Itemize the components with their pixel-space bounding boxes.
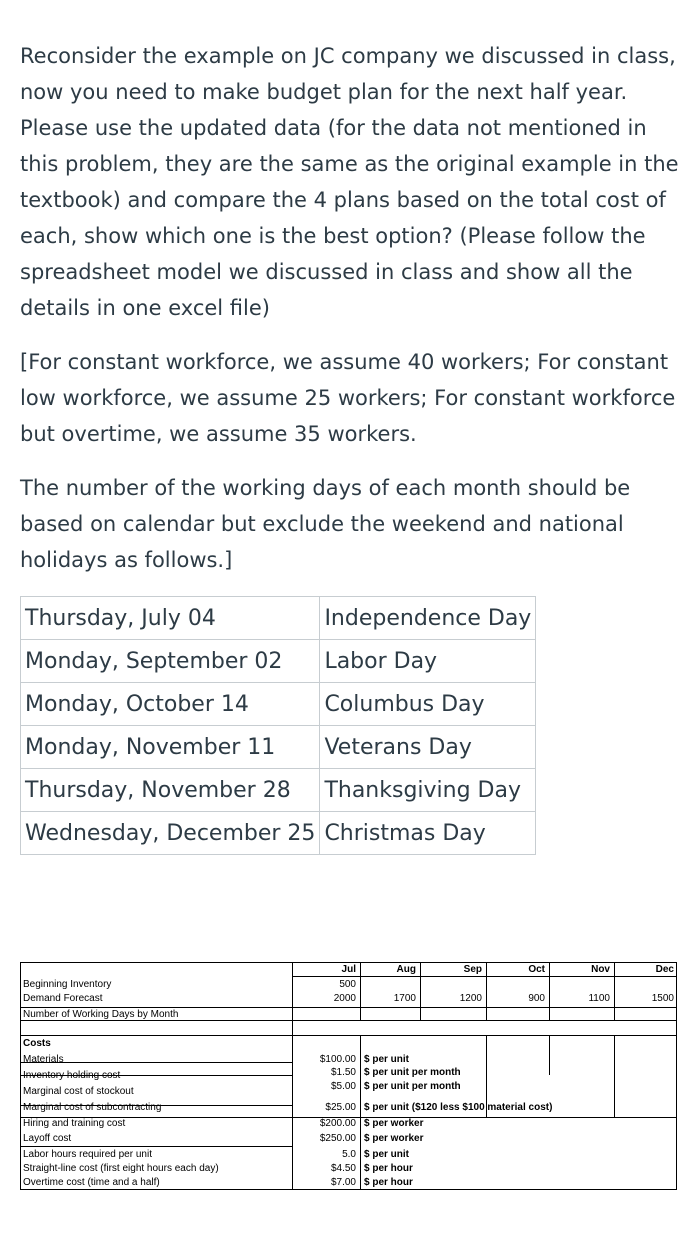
holiday-date: Monday, September 02 xyxy=(21,640,320,683)
demand-value: 1200 xyxy=(459,993,482,1004)
holiday-row xyxy=(21,683,536,726)
month-header: Sep xyxy=(463,964,482,975)
cost-unit: $ per unit xyxy=(364,1149,410,1160)
holiday-name: Veterans Day xyxy=(320,726,536,769)
cost-label: Layoff cost xyxy=(23,1133,72,1144)
working-days-label: Number of Working Days by Month xyxy=(23,1009,179,1020)
cost-label: Inventory holding cost xyxy=(23,1070,121,1081)
holiday-date: Monday, November 11 xyxy=(21,726,320,769)
holiday-row xyxy=(21,640,536,683)
cost-value: $5.00 xyxy=(330,1081,356,1092)
holiday-name: Columbus Day xyxy=(320,683,536,726)
holiday-table xyxy=(20,596,536,855)
cost-unit: $ per worker xyxy=(364,1133,424,1144)
grid-line xyxy=(20,1146,292,1147)
holiday-name: Independence Day xyxy=(320,597,536,640)
cost-value: $1.50 xyxy=(330,1067,356,1078)
grid-line xyxy=(549,1035,550,1075)
cost-value: $25.00 xyxy=(325,1102,356,1113)
month-header: Aug xyxy=(396,964,416,975)
cost-label: Straight-line cost (first eight hours each day) xyxy=(23,1163,219,1174)
demand-value: 1500 xyxy=(651,993,674,1004)
demand-value: 2000 xyxy=(333,993,356,1004)
cost-label: Overtime cost (time and a half) xyxy=(23,1177,160,1188)
cost-value: $7.00 xyxy=(330,1177,356,1188)
grid-line xyxy=(292,976,677,977)
intro-paragraph-1: Reconsider the example on JC company we discussed in class, now you need to make budget plan for the next half year. Please use the updated data (for the data not mentioned in this problem, they are the same as the original example in the textbook) and compare the 4 plans based on the total cost of each, show which one is the best option? (Please follow the spreadsheet model we discussed in class and show all the details in one excel file) xyxy=(20,44,679,320)
holiday-name: Christmas Day xyxy=(320,812,536,855)
costs-label: Costs xyxy=(23,1038,51,1049)
cost-value: 5.0 xyxy=(342,1149,356,1160)
month-header: Nov xyxy=(591,964,610,975)
cost-unit: $ per unit per month xyxy=(364,1081,461,1092)
demand-value: 900 xyxy=(528,993,545,1004)
cost-label: Marginal cost of stockout xyxy=(23,1086,134,1097)
cost-unit: $ per unit per month xyxy=(364,1067,461,1078)
month-header: Dec xyxy=(655,964,674,975)
month-header: Oct xyxy=(528,964,545,975)
intro-paragraph-3: The number of the working days of each month should be based on calendar but exclude the weekend and national holidays as follows.] xyxy=(20,476,631,572)
grid-line xyxy=(614,1035,615,1117)
beginning-inventory-label: Beginning Inventory xyxy=(23,979,112,990)
cost-value: $250.00 xyxy=(319,1133,356,1144)
cost-value: $100.00 xyxy=(319,1054,356,1065)
month-header: Jul xyxy=(341,964,356,975)
holiday-row xyxy=(21,726,536,769)
holiday-date: Thursday, July 04 xyxy=(21,597,320,640)
intro-paragraph-2: [For constant workforce, we assume 40 workers; For constant low workforce, we assume 25 workers; For constant workforce but overtime, we assume 35 workers. xyxy=(20,350,676,446)
cost-label: Labor hours required per unit xyxy=(23,1149,152,1160)
cost-unit: $ per worker xyxy=(364,1118,424,1129)
holiday-row xyxy=(21,597,536,640)
grid-line xyxy=(20,1035,677,1036)
holiday-date: Thursday, November 28 xyxy=(21,769,320,812)
grid-line xyxy=(20,1007,677,1008)
demand-forecast-label: Demand Forecast xyxy=(23,993,103,1004)
holiday-name: Thanksgiving Day xyxy=(320,769,536,812)
cost-label: Marginal cost of subcontracting xyxy=(23,1102,162,1113)
holiday-row xyxy=(21,812,536,855)
spreadsheet-image xyxy=(20,962,677,1192)
cost-value: $4.50 xyxy=(330,1163,356,1174)
cost-label: Hiring and training cost xyxy=(23,1118,126,1129)
holiday-row xyxy=(21,769,536,812)
beginning-inventory-value: 500 xyxy=(339,979,356,990)
grid-line xyxy=(20,1020,677,1021)
cost-value: $200.00 xyxy=(319,1118,356,1129)
demand-value: 1100 xyxy=(588,993,610,1004)
holiday-date: Monday, October 14 xyxy=(21,683,320,726)
cost-label: Materials xyxy=(23,1054,64,1065)
holiday-name: Labor Day xyxy=(320,640,536,683)
cost-unit: $ per hour xyxy=(364,1177,413,1188)
grid-line xyxy=(360,1035,361,1190)
cost-unit: $ per unit xyxy=(364,1054,410,1065)
cost-unit: $ per hour xyxy=(364,1163,413,1174)
demand-value: 1700 xyxy=(393,993,416,1004)
cost-unit: $ per unit ($120 less $100 material cost) xyxy=(364,1102,553,1113)
holiday-date: Wednesday, December 25 xyxy=(21,812,320,855)
